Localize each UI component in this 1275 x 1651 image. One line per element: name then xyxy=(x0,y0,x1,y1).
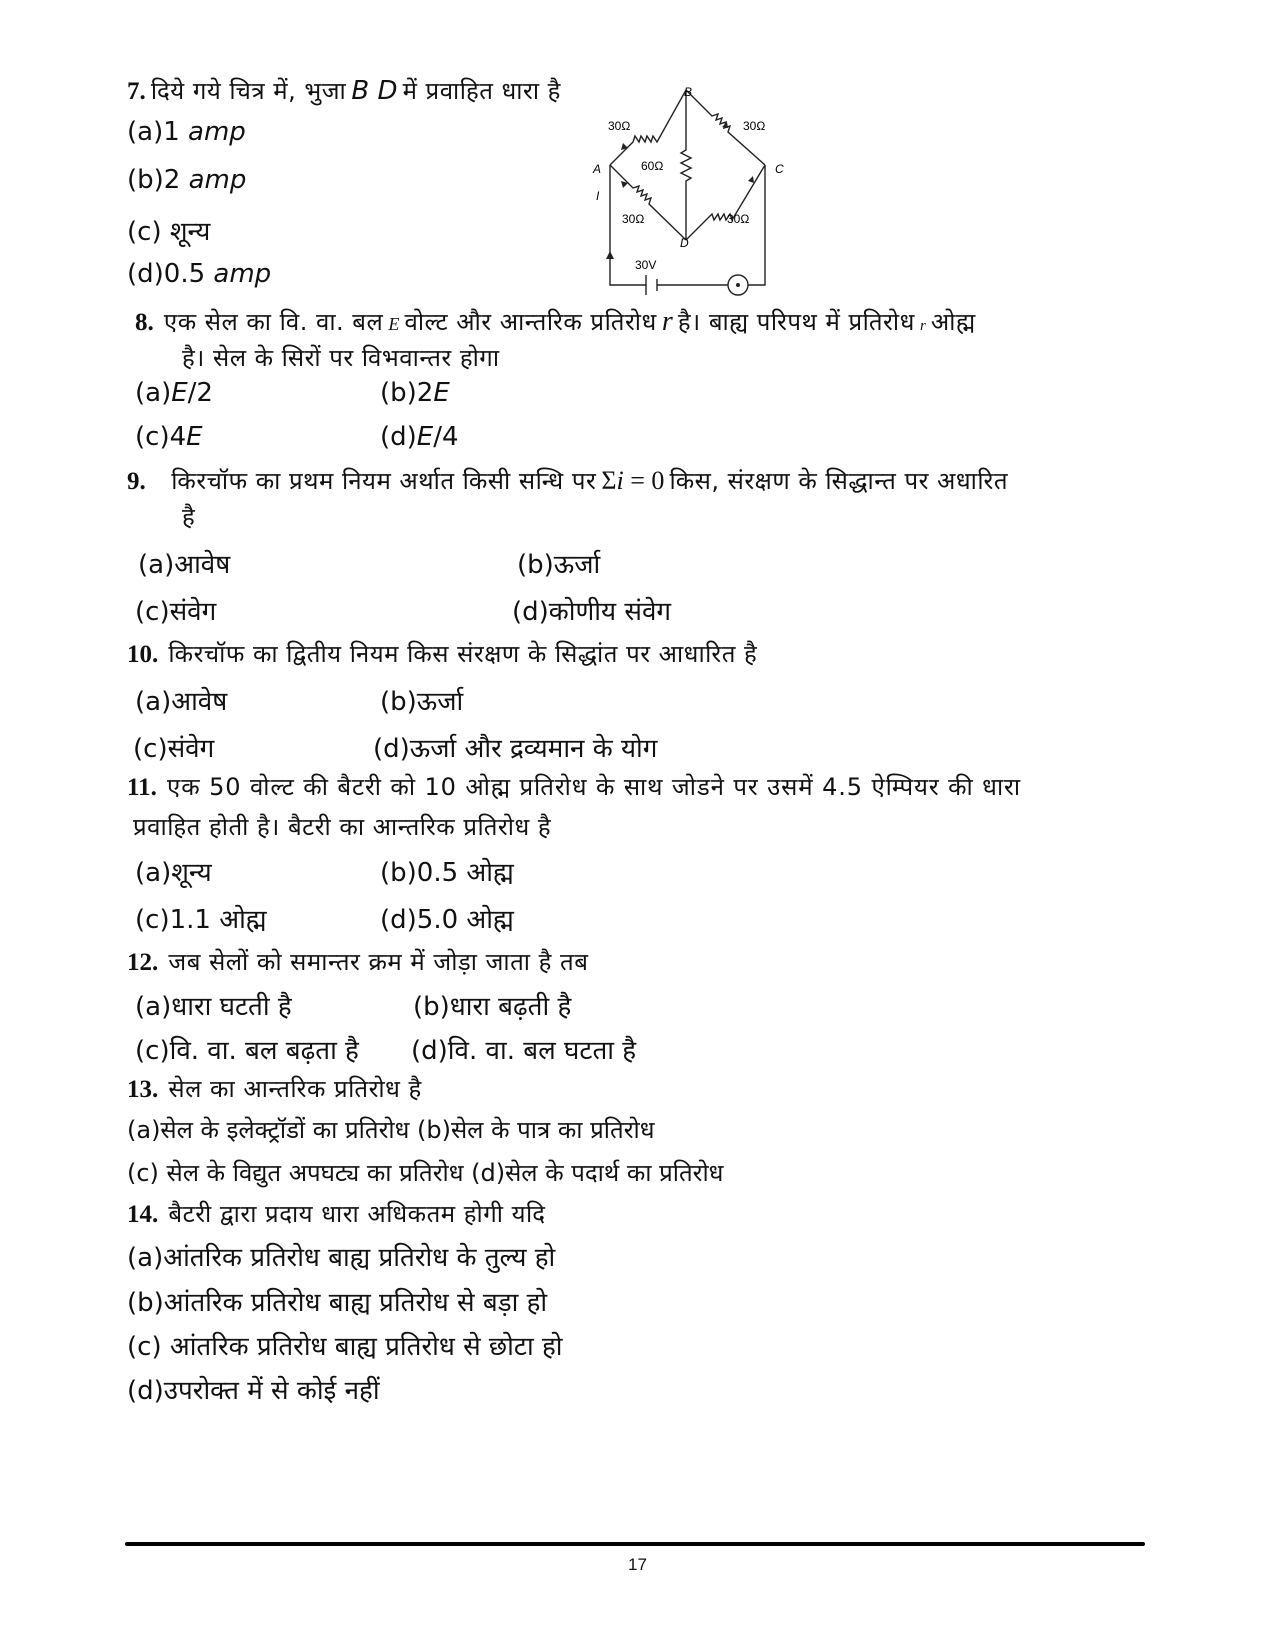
q14-option-c: (c) आंतरिक प्रतिरोध बाह्य प्रतिरोध से छोटा हो xyxy=(127,1332,563,1362)
question-number: 13. xyxy=(127,1076,159,1103)
option-symbol: E xyxy=(171,378,188,408)
question-text: एक 50 वोल्ट की बैटरी को 10 ओह्म प्रतिरोध के साथ जोडने पर उसमें 4.5 ऐम्पियर की धारा xyxy=(167,773,1021,801)
q10-option-a: (a)आवेष xyxy=(135,687,228,717)
question-text: दिये गये चित्र में, भुजा xyxy=(150,77,347,105)
sigma-symbol: Σ xyxy=(601,466,617,495)
kirchhoff-formula xyxy=(601,466,664,495)
page-number: 17 xyxy=(628,1555,647,1574)
resistor-dc xyxy=(686,165,765,240)
current-label: I xyxy=(596,189,600,203)
question-11 xyxy=(127,770,1021,803)
question-text: जब सेलों को समान्तर क्रम में जोड़ा जाता है तब xyxy=(168,948,589,976)
option-unit: amp xyxy=(213,259,272,289)
resistor-bd-label: 60Ω xyxy=(641,159,664,173)
question-7 xyxy=(127,74,561,107)
question-text: किरचॉफ का द्वितीय नियम किस संरक्षण के सिद्धांत पर आधारित है xyxy=(168,640,758,668)
arrow-dc xyxy=(748,176,754,183)
q9-option-a: (a)आवेष xyxy=(138,550,231,580)
q14-option-b: (b)आंतरिक प्रतिरोध बाह्य प्रतिरोध से बड़ा हो xyxy=(127,1288,548,1318)
q11-option-b: (b)0.5 ओह्म xyxy=(380,858,514,888)
option-label: (b)2 xyxy=(380,378,434,408)
resistor-ab-label: 30Ω xyxy=(608,119,631,133)
question-number: 14. xyxy=(127,1201,159,1228)
option-tail: /4 xyxy=(433,422,459,452)
option-unit: amp xyxy=(188,117,246,147)
resistor-bc-label: 30Ω xyxy=(743,119,766,133)
option-unit: amp xyxy=(188,165,247,195)
question-text: किरचॉफ का प्रथम नियम अर्थात किसी सन्धि पर xyxy=(171,467,597,495)
question-number: 12. xyxy=(127,949,159,976)
q7-option-b xyxy=(127,165,246,195)
option-tail: /2 xyxy=(187,378,213,408)
resistor-bd xyxy=(681,90,691,240)
q11-option-d: (d)5.0 ओह्म xyxy=(380,905,514,935)
q9-option-c: (c)संवेग xyxy=(135,597,217,627)
q10-option-c: (c)संवेग xyxy=(133,734,215,764)
q8-option-c xyxy=(135,422,203,452)
q11-option-a: (a)शून्य xyxy=(135,858,212,888)
q9-option-d: (d)कोणीय संवेग xyxy=(512,597,672,627)
q12-option-a: (a)धारा घटती है xyxy=(135,992,292,1022)
q14-option-d: (d)उपरोक्त में से कोई नहीं xyxy=(127,1376,380,1406)
question-9 xyxy=(127,464,1008,497)
q8-option-d xyxy=(380,422,459,452)
emf-symbol: E xyxy=(388,314,400,334)
option-label: (d) xyxy=(380,422,417,452)
resistor-ad xyxy=(610,165,686,240)
question-11-line2: प्रवाहित होती है। बैटरी का आन्तरिक प्रतिरोध है xyxy=(133,813,552,841)
question-8-line2: है। सेल के सिरों पर विभवान्तर होगा xyxy=(182,344,500,372)
resistor-dc-label: 30Ω xyxy=(727,212,750,226)
q9-option-b: (b)ऊर्जा xyxy=(517,550,601,580)
q14-option-a: (a)आंतरिक प्रतिरोध बाह्य प्रतिरोध के तुल्य हो xyxy=(127,1243,556,1273)
q10-option-b: (b)ऊर्जा xyxy=(380,687,464,717)
option-label: (c)4 xyxy=(135,422,187,452)
q10-option-d: (d)ऊर्जा और द्रव्यमान के योग xyxy=(373,734,658,764)
current-symbol: i xyxy=(616,466,624,495)
option-symbol: E xyxy=(433,378,450,408)
q13-options-ab: (a)सेल के इलेक्ट्रॉडों का प्रतिरोध (b)सेल के पात्र का प्रतिरोध xyxy=(127,1116,655,1144)
question-12 xyxy=(127,945,588,978)
arm-label: B D xyxy=(351,76,398,106)
wire-right xyxy=(748,165,765,285)
q12-option-b: (b)धारा बढ़ती है xyxy=(413,992,572,1022)
question-number: 10. xyxy=(127,641,159,668)
question-number: 9. xyxy=(127,468,146,495)
node-c-label: C xyxy=(775,162,784,176)
footer-rule xyxy=(125,1542,1145,1546)
question-text: बैटरी द्वारा प्रदाय धारा अधिकतम होगी यदि xyxy=(168,1200,546,1228)
question-13 xyxy=(127,1072,422,1105)
wheatstone-circuit-diagram xyxy=(593,85,800,300)
option-label: (a) xyxy=(135,378,172,408)
question-text-cont: वोल्ट और आन्तरिक प्रतिरोध xyxy=(404,308,657,336)
question-number: 8. xyxy=(135,309,154,336)
q13-options-cd: (c) सेल के विद्युत अपघट्य का प्रतिरोध (d)सेल के पदार्थ का प्रतिरोध xyxy=(127,1159,724,1187)
question-text-cont3: ओह्म xyxy=(930,308,976,336)
resistance-symbol-small: r xyxy=(919,318,926,334)
node-d-label: D xyxy=(680,236,689,250)
question-text: सेल का आन्तरिक प्रतिरोध है xyxy=(168,1075,422,1103)
node-b-label: B xyxy=(684,85,693,99)
resistance-symbol: r xyxy=(661,306,673,337)
resistor-ad-label: 30Ω xyxy=(622,212,645,226)
question-text-cont: में प्रवाहित धारा है xyxy=(402,77,561,105)
question-14 xyxy=(127,1197,545,1230)
option-symbol: E xyxy=(186,422,203,452)
q8-option-b xyxy=(380,378,450,408)
battery-label: 30V xyxy=(635,258,657,272)
question-9-line2: है xyxy=(182,503,196,531)
question-10 xyxy=(127,637,757,670)
formula-rest: = 0 xyxy=(630,466,665,495)
q12-option-c: (c)वि. वा. बल बढ़ता है xyxy=(135,1036,359,1066)
option-symbol: E xyxy=(416,422,434,452)
option-label: (b)2 xyxy=(127,165,181,195)
q8-option-a xyxy=(135,378,213,408)
q7-option-a xyxy=(127,117,246,147)
q11-option-c: (c)1.1 ओह्म xyxy=(135,905,267,935)
option-label: (a)1 xyxy=(127,117,180,147)
question-8 xyxy=(135,305,976,338)
current-arrow-up xyxy=(606,251,614,259)
question-number: 7. xyxy=(127,78,146,105)
q7-option-c: (c) शून्य xyxy=(127,217,211,247)
question-text: एक सेल का वि. वा. बल xyxy=(163,308,384,336)
question-text-cont: किस, संरक्षण के सिद्धान्त पर अधारित xyxy=(669,467,1009,495)
node-a-label: A xyxy=(593,162,602,176)
key-dot xyxy=(736,283,740,287)
question-text-cont2: है। बाह्य परिपथ में प्रतिरोध xyxy=(677,308,915,336)
q12-option-d: (d)वि. वा. बल घटता है xyxy=(411,1036,637,1066)
q7-option-d xyxy=(127,259,271,289)
question-number: 11. xyxy=(127,774,157,801)
option-label: (d)0.5 xyxy=(127,259,206,289)
